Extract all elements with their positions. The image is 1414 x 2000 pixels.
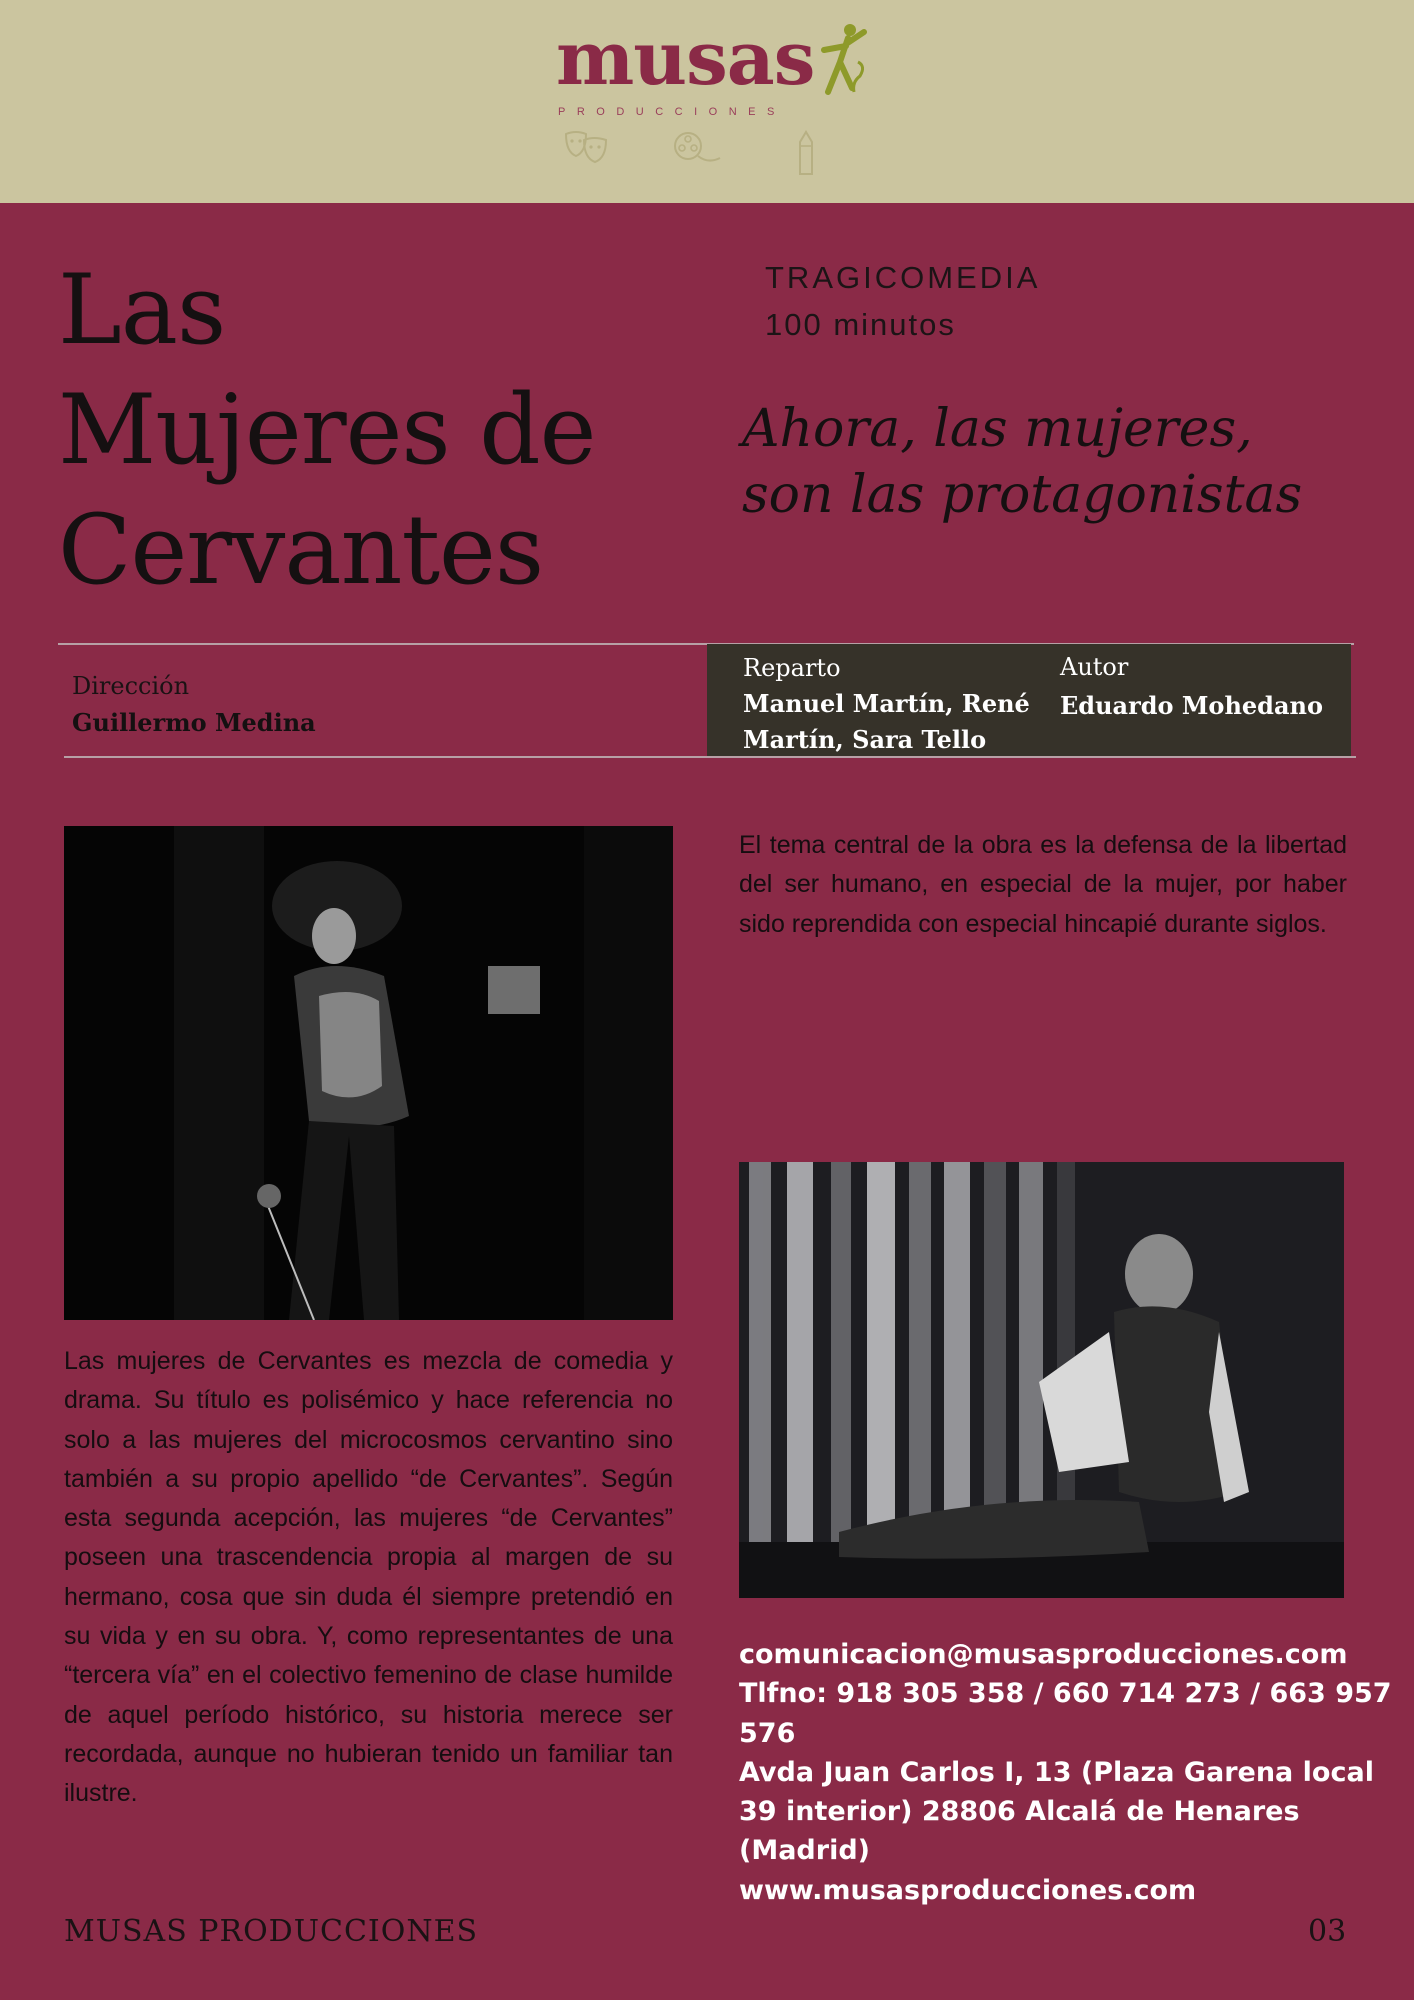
film-reel-icon xyxy=(672,130,722,164)
page-title xyxy=(58,250,595,610)
tagline xyxy=(742,396,1302,528)
pencil-icon xyxy=(796,130,816,176)
logo-wordmark: musas xyxy=(556,16,815,102)
tagline-line-2: son las protagonistas xyxy=(742,465,1303,525)
page-number: 03 xyxy=(1308,1914,1347,1949)
autor-value: Eduardo Mohedano xyxy=(1060,691,1323,720)
theatre-masks-icon xyxy=(564,130,608,164)
reparto-label: Reparto xyxy=(743,654,841,682)
intro-text: El tema central de la obra es la defensa de la libertad del ser humano, en especial de la mujer, por haber sido reprendida con especial hincapié durante siglos. xyxy=(739,831,1347,938)
title-line-3: Cervantes xyxy=(58,494,544,606)
header-band xyxy=(0,0,1414,203)
description-text: Las mujeres de Cervantes es mezcla de comedia y drama. Su título es polisémico y hace referencia no solo a las mujeres del microcosmos cervantino sino también a su propio apellido “de Cervantes”. Según esta segunda acepción, las mujeres “de Cervantes” poseen una trascendencia propia al margen de su hermano, cosa que sin duda él siempre pretendió en su vida y en su obra. Y, como representantes de una “tercera vía” en el colectivo femenino de clase humilde de aquel período histórico, su historia merece ser recordada, aunque no hubieran tenido un familiar tan ilustre. xyxy=(64,1347,673,1808)
actor-photo xyxy=(739,1162,1344,1598)
logo-subtitle: PRODUCCIONES xyxy=(558,106,786,118)
credits-bottom-divider xyxy=(64,756,1356,758)
musas-logo[interactable] xyxy=(556,16,866,187)
dancer-icon xyxy=(818,22,868,104)
reparto-value-line-1: Manuel Martín, René xyxy=(743,689,1030,718)
genre-label: TRAGICOMEDIA xyxy=(765,260,1041,295)
tagline-line-1: Ahora, las mujeres, xyxy=(742,399,1253,459)
title-line-1: Las xyxy=(58,254,226,366)
contact-web[interactable]: www.musasproducciones.com xyxy=(739,1874,1197,1906)
direccion-label: Dirección xyxy=(72,672,190,700)
footer-brand: MUSAS PRODUCCIONES xyxy=(64,1914,479,1949)
reparto-value-line-2: Martín, Sara Tello xyxy=(743,725,987,754)
contact-block xyxy=(739,1635,1399,1910)
contact-phone: Tlfno: 918 305 358 / 660 714 273 / 663 957 576 xyxy=(739,1678,1392,1749)
actress-photo xyxy=(64,826,673,1320)
direccion-value: Guillermo Medina xyxy=(72,708,316,737)
duration-label: 100 minutos xyxy=(765,307,956,342)
title-line-2: Mujeres de xyxy=(58,374,596,486)
contact-address: Avda Juan Carlos I, 13 (Plaza Garena local 39 interior) 28806 Alcalá de Henares (Madrid) xyxy=(739,1756,1374,1867)
contact-email[interactable]: comunicacion@musasproducciones.com xyxy=(739,1639,1348,1670)
autor-label: Autor xyxy=(1060,653,1129,681)
